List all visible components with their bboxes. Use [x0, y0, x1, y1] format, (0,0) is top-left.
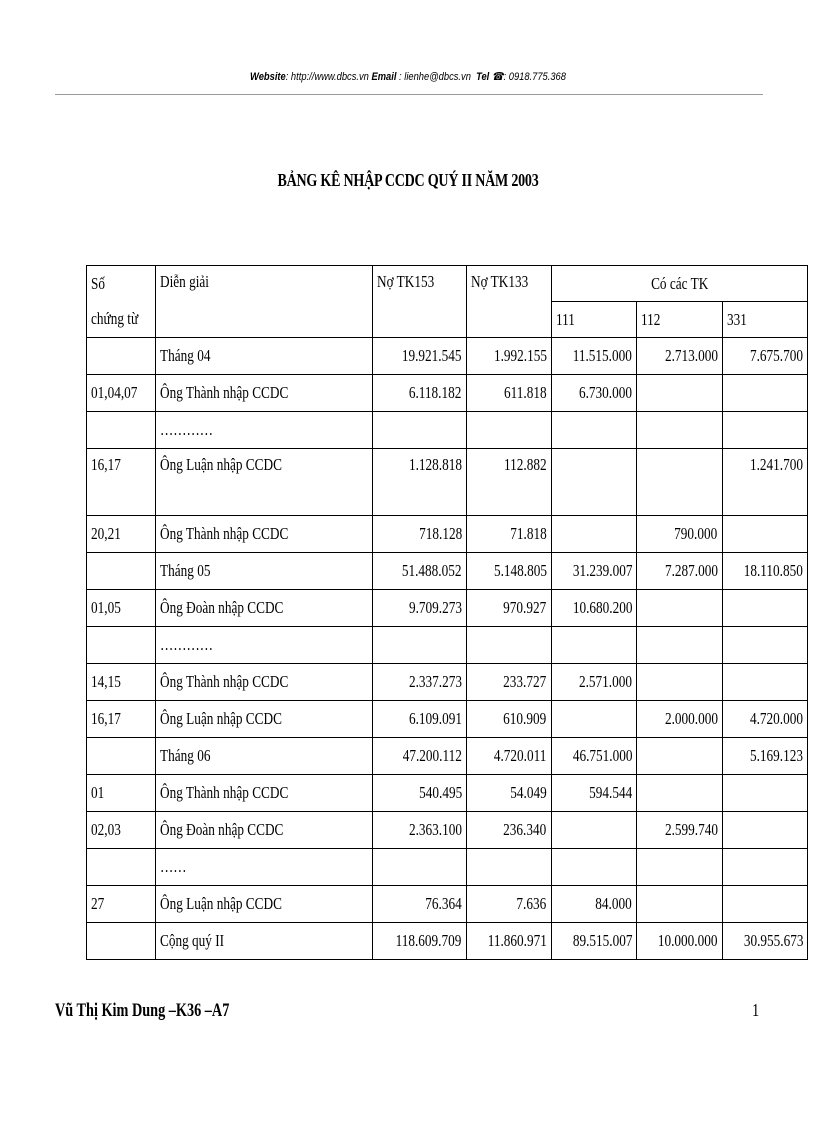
cell-tk153: 9.709.273	[373, 590, 466, 627]
website-value: : http://www.dbcs.vn	[285, 71, 369, 83]
cell-tk112: 2.000.000	[637, 701, 723, 738]
header-row	[87, 266, 808, 302]
header-divider	[55, 94, 763, 95]
header-tk111: 111	[551, 302, 637, 338]
cell-tk111: 10.680.200	[551, 590, 637, 627]
cell-tk153: 6.109.091	[373, 701, 466, 738]
cell-tk112	[637, 449, 723, 516]
cell-tk331: 5.169.123	[722, 738, 808, 775]
cell-tk331	[722, 886, 808, 923]
cell-tk111	[551, 701, 637, 738]
footer-page-number: 1	[752, 1000, 760, 1020]
cell-tk112	[637, 886, 723, 923]
cell-tk153: 47.200.112	[373, 738, 466, 775]
cell-tk331	[722, 627, 808, 664]
cell-tk133: 112.882	[466, 449, 551, 516]
cell-dien-giai: …………	[156, 627, 373, 664]
cell-tk153: 2.337.273	[373, 664, 466, 701]
ccdc-table	[86, 265, 808, 960]
cell-so	[87, 553, 156, 590]
cell-tk133: 7.636	[466, 886, 551, 923]
header-tk112: 112	[637, 302, 723, 338]
table-body	[87, 266, 808, 960]
cell-tk112	[637, 738, 723, 775]
cell-tk133: 233.727	[466, 664, 551, 701]
cell-tk111: 46.751.000	[551, 738, 637, 775]
cell-tk331: 18.110.850	[722, 553, 808, 590]
table-row	[87, 553, 808, 590]
header-dien-giai: Diễn giải	[156, 266, 373, 338]
cell-tk153: 19.921.545	[373, 338, 466, 375]
cell-tk331: 4.720.000	[722, 701, 808, 738]
table-row	[87, 516, 808, 553]
cell-tk153: 540.495	[373, 775, 466, 812]
cell-tk153	[373, 849, 466, 886]
cell-tk112: 10.000.000	[637, 923, 723, 960]
cell-tk153: 1.128.818	[373, 449, 466, 516]
cell-so	[87, 412, 156, 449]
cell-tk133: 54.049	[466, 775, 551, 812]
cell-tk112	[637, 412, 723, 449]
cell-tk112	[637, 775, 723, 812]
cell-dien-giai: Ông Thành nhập CCDC	[156, 775, 373, 812]
cell-tk111: 89.515.007	[551, 923, 637, 960]
header-no-tk153: Nợ TK153	[373, 266, 466, 338]
cell-tk133: 1.992.155	[466, 338, 551, 375]
table-row	[87, 738, 808, 775]
cell-tk111: 84.000	[551, 886, 637, 923]
cell-tk111: 2.571.000	[551, 664, 637, 701]
table-row	[87, 849, 808, 886]
cell-tk111	[551, 849, 637, 886]
cell-tk153: 6.118.182	[373, 375, 466, 412]
cell-tk133: 610.909	[466, 701, 551, 738]
tel-value: : 0918.775.368	[503, 71, 566, 83]
cell-tk133	[466, 627, 551, 664]
cell-so: 01,04,07	[87, 375, 156, 412]
cell-tk153	[373, 627, 466, 664]
table-row	[87, 449, 808, 516]
cell-dien-giai: Ông Luận nhập CCDC	[156, 449, 373, 516]
header-tk331: 331	[722, 302, 808, 338]
table-row	[87, 701, 808, 738]
cell-dien-giai: Tháng 05	[156, 553, 373, 590]
table-row	[87, 812, 808, 849]
header-chung-tu: chứng từ	[87, 302, 156, 338]
cell-tk112: 2.599.740	[637, 812, 723, 849]
cell-tk111	[551, 812, 637, 849]
table-row	[87, 923, 808, 960]
cell-tk112: 7.287.000	[637, 553, 723, 590]
cell-tk153: 2.363.100	[373, 812, 466, 849]
cell-tk331	[722, 664, 808, 701]
cell-dien-giai: Cộng quý II	[156, 923, 373, 960]
table-row	[87, 886, 808, 923]
cell-tk331: 7.675.700	[722, 338, 808, 375]
cell-dien-giai: ……	[156, 849, 373, 886]
website-label: Website	[250, 71, 286, 83]
cell-so	[87, 849, 156, 886]
cell-so	[87, 627, 156, 664]
cell-tk112: 790.000	[637, 516, 723, 553]
cell-dien-giai: Ông Thành nhập CCDC	[156, 516, 373, 553]
phone-icon: ☎	[491, 71, 504, 83]
cell-dien-giai: Ông Đoàn nhập CCDC	[156, 812, 373, 849]
cell-tk133: 970.927	[466, 590, 551, 627]
cell-tk331: 30.955.673	[722, 923, 808, 960]
cell-tk331	[722, 516, 808, 553]
page-title: BẢNG KÊ NHẬP CCDC QUÝ II NĂM 2003	[277, 170, 539, 190]
cell-tk331	[722, 590, 808, 627]
cell-tk331	[722, 775, 808, 812]
cell-tk331: 1.241.700	[722, 449, 808, 516]
table-row	[87, 664, 808, 701]
cell-dien-giai: …………	[156, 412, 373, 449]
cell-tk111: 6.730.000	[551, 375, 637, 412]
cell-so: 16,17	[87, 701, 156, 738]
cell-tk133: 11.860.971	[466, 923, 551, 960]
email-label: Email	[371, 71, 397, 83]
cell-so: 01	[87, 775, 156, 812]
cell-so: 20,21	[87, 516, 156, 553]
cell-tk133: 611.818	[466, 375, 551, 412]
cell-so: 02,03	[87, 812, 156, 849]
cell-tk133: 236.340	[466, 812, 551, 849]
cell-tk153: 118.609.709	[373, 923, 466, 960]
cell-tk331	[722, 375, 808, 412]
cell-tk133: 5.148.805	[466, 553, 551, 590]
cell-tk111	[551, 412, 637, 449]
table-row	[87, 375, 808, 412]
tel-label: Tel	[476, 71, 490, 83]
cell-tk153: 718.128	[373, 516, 466, 553]
email-value: : lienhe@dbcs.vn	[396, 71, 471, 83]
cell-tk331	[722, 849, 808, 886]
cell-tk111: 594.544	[551, 775, 637, 812]
cell-tk112	[637, 627, 723, 664]
page-header	[61, 70, 755, 83]
header-co-cac-tk: Có các TK	[551, 266, 808, 302]
cell-tk133	[466, 849, 551, 886]
header-no-tk133: Nợ TK133	[466, 266, 551, 338]
cell-tk133: 71.818	[466, 516, 551, 553]
cell-tk112	[637, 849, 723, 886]
cell-so	[87, 338, 156, 375]
cell-tk133	[466, 412, 551, 449]
table-row	[87, 338, 808, 375]
cell-tk112	[637, 664, 723, 701]
cell-so: 16,17	[87, 449, 156, 516]
cell-tk111	[551, 627, 637, 664]
cell-dien-giai: Ông Thành nhập CCDC	[156, 664, 373, 701]
header-so: Số	[87, 266, 156, 302]
cell-tk331	[722, 812, 808, 849]
cell-tk111: 11.515.000	[551, 338, 637, 375]
cell-so: 27	[87, 886, 156, 923]
cell-so	[87, 923, 156, 960]
cell-dien-giai: Ông Thành nhập CCDC	[156, 375, 373, 412]
cell-dien-giai: Ông Đoàn nhập CCDC	[156, 590, 373, 627]
cell-tk331	[722, 412, 808, 449]
cell-tk112	[637, 375, 723, 412]
cell-tk153: 76.364	[373, 886, 466, 923]
cell-so: 01,05	[87, 590, 156, 627]
cell-tk111	[551, 449, 637, 516]
cell-so: 14,15	[87, 664, 156, 701]
table-row	[87, 590, 808, 627]
cell-tk133: 4.720.011	[466, 738, 551, 775]
cell-tk112: 2.713.000	[637, 338, 723, 375]
footer-author: Vũ Thị Kim Dung –K36 –A7	[55, 1000, 230, 1021]
table-row	[87, 627, 808, 664]
table-row	[87, 412, 808, 449]
cell-tk112	[637, 590, 723, 627]
table-row	[87, 775, 808, 812]
cell-dien-giai: Ông Luận nhập CCDC	[156, 886, 373, 923]
cell-dien-giai: Tháng 06	[156, 738, 373, 775]
cell-dien-giai: Ông Luận nhập CCDC	[156, 701, 373, 738]
cell-tk111: 31.239.007	[551, 553, 637, 590]
cell-dien-giai: Tháng 04	[156, 338, 373, 375]
cell-tk153: 51.488.052	[373, 553, 466, 590]
cell-tk111	[551, 516, 637, 553]
cell-so	[87, 738, 156, 775]
cell-tk153	[373, 412, 466, 449]
